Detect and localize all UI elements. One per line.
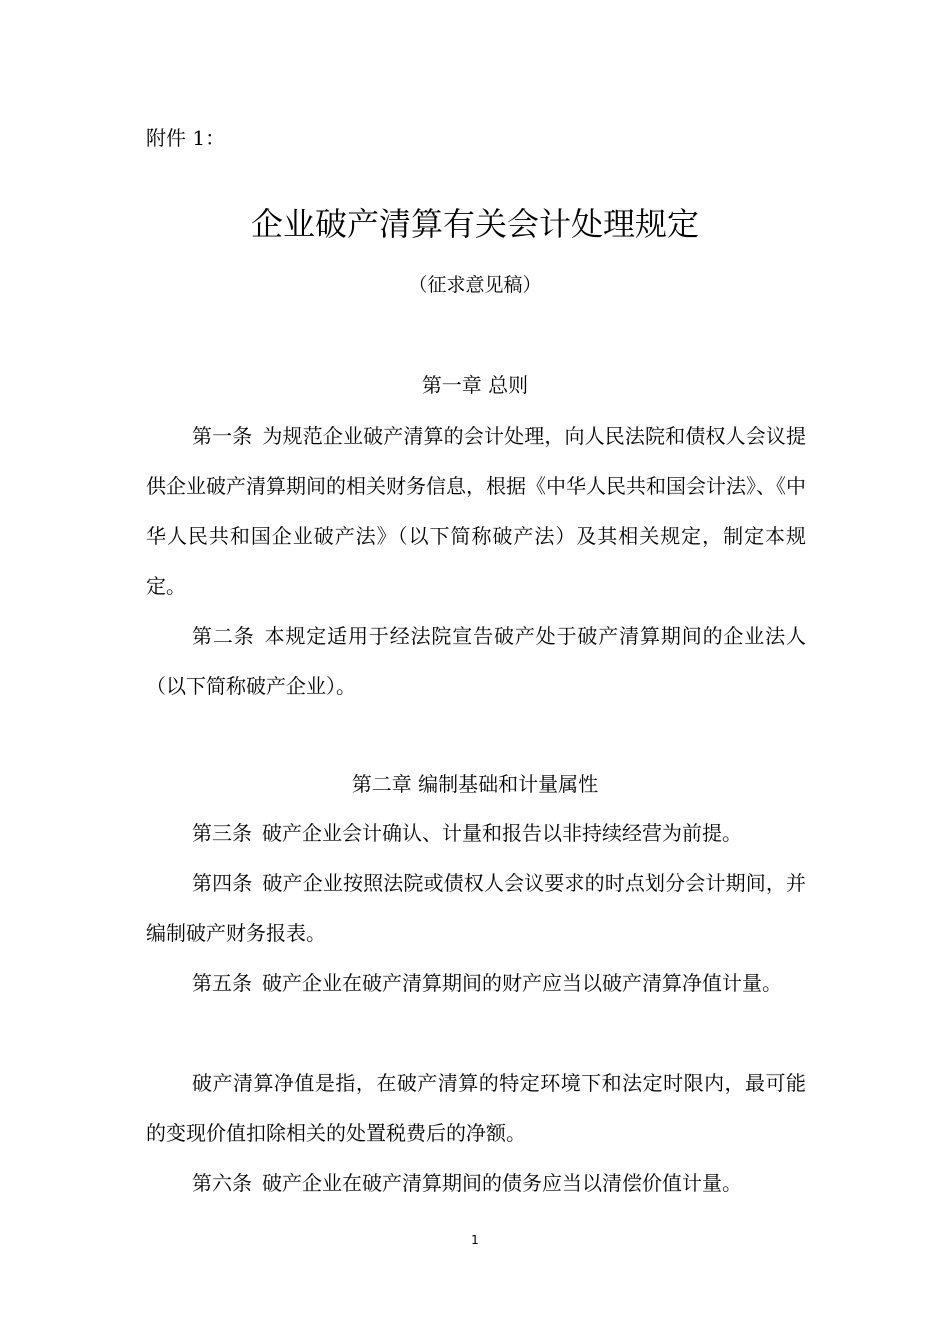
article-text: 破产企业会计确认、计量和报告以非持续经营为前提。 [262,821,742,845]
article-label: 第四条 [192,871,253,895]
chapter-2-heading: 第二章 编制基础和计量属性 [351,772,599,796]
article-text: 破产企业按照法院或债权人会议要求的时点划分会计期间，并编制破产财务报表。 [146,871,807,945]
article-label: 第三条 [192,821,252,845]
article-label: 第五条 [192,971,252,995]
article-label: 第六条 [192,1171,252,1195]
article-6 [146,1158,806,1208]
article-3 [146,808,806,858]
article-text: 破产企业在破产清算期间的财产应当以破产清算净值计量。 [262,971,782,995]
article-5 [146,958,806,1008]
article-4 [146,858,806,958]
article-text: 本规定适用于经法院宣告破产处于破产清算期间的企业法人（以下简称破产企业）。 [146,624,807,698]
chapter-1-heading: 第一章 总则 [421,373,529,397]
attachment-label: 附件 1： [146,126,226,150]
article-text: 破产企业在破产清算期间的债务应当以清偿价值计量。 [262,1171,742,1195]
article-2 [146,611,806,711]
definition-paragraph [146,1058,806,1158]
document-title: 企业破产清算有关会计处理规定 [250,205,699,243]
page-number: 1 [471,1233,479,1247]
article-label: 第二条 [192,624,255,648]
paragraph-text: 破产清算净值是指，在破产清算的特定环境下和法定时限内，最可能的变现价值扣除相关的处置税费后的净额。 [146,1071,806,1145]
document-subtitle: （征求意见稿） [408,274,542,296]
article-label: 第一条 [192,424,253,448]
article-1 [146,411,806,611]
article-text: 为规范企业破产清算的会计处理，向人民法院和债权人会议提供企业破产清算期间的相关财务信息，根据《中华人民共和国会计法》、《中华人民共和国企业破产法》（以下简称破产法）及其相关规定，制定本规定。 [146,424,807,598]
